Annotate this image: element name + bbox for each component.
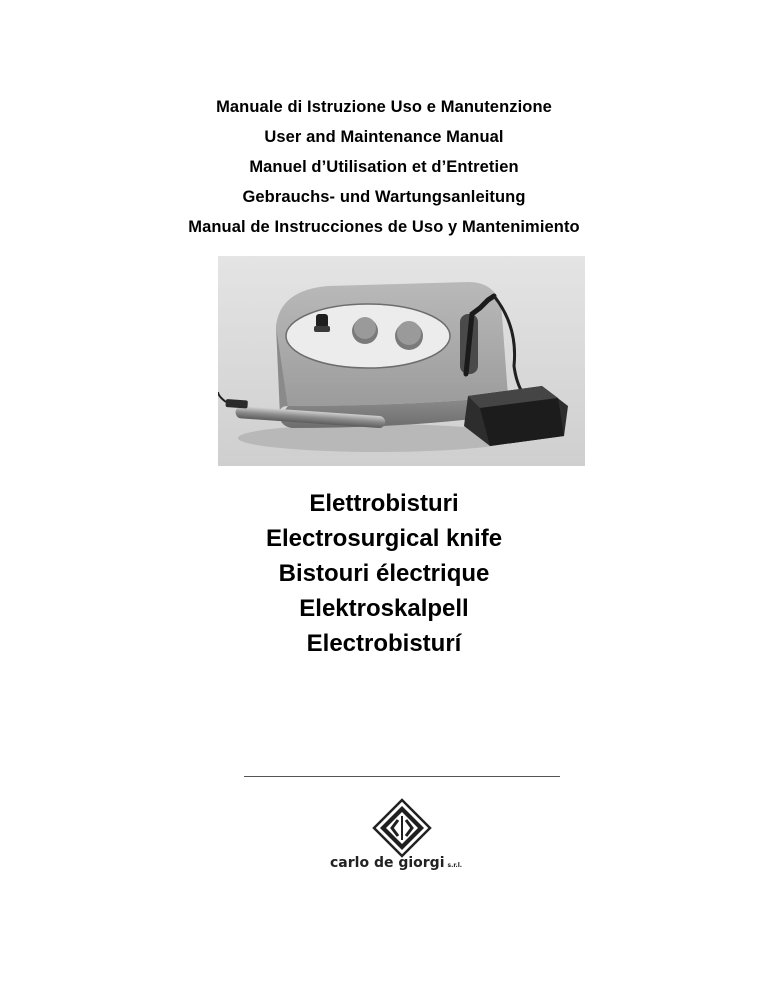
company-name [330, 855, 480, 871]
manual-subtitles [0, 92, 768, 242]
title-italian: Elettrobisturi [309, 490, 459, 517]
title-german: Elektroskalpell [299, 595, 469, 622]
subtitle-german: Gebrauchs- und Wartungsanleitung [242, 188, 526, 206]
product-photo [218, 256, 585, 466]
title-spanish: Electrobisturí [306, 630, 462, 657]
title-french: Bistouri électrique [278, 560, 490, 587]
product-titles [0, 486, 768, 661]
subtitle-italian: Manuale di Istruzione Uso e Manutenzione [216, 98, 552, 116]
electrosurgical-unit-illustration [218, 256, 585, 466]
title-english: Electrosurgical knife [265, 525, 503, 552]
subtitle-french: Manuel d’Utilisation et d’Entretien [249, 158, 519, 176]
company-name-text: carlo de giorgi [330, 855, 445, 871]
divider-line [244, 776, 560, 777]
company-suffix: s.r.l. [447, 862, 463, 869]
subtitle-spanish: Manual de Instrucciones de Uso y Mantenimiento [188, 218, 580, 236]
subtitle-english: User and Maintenance Manual [264, 128, 504, 146]
